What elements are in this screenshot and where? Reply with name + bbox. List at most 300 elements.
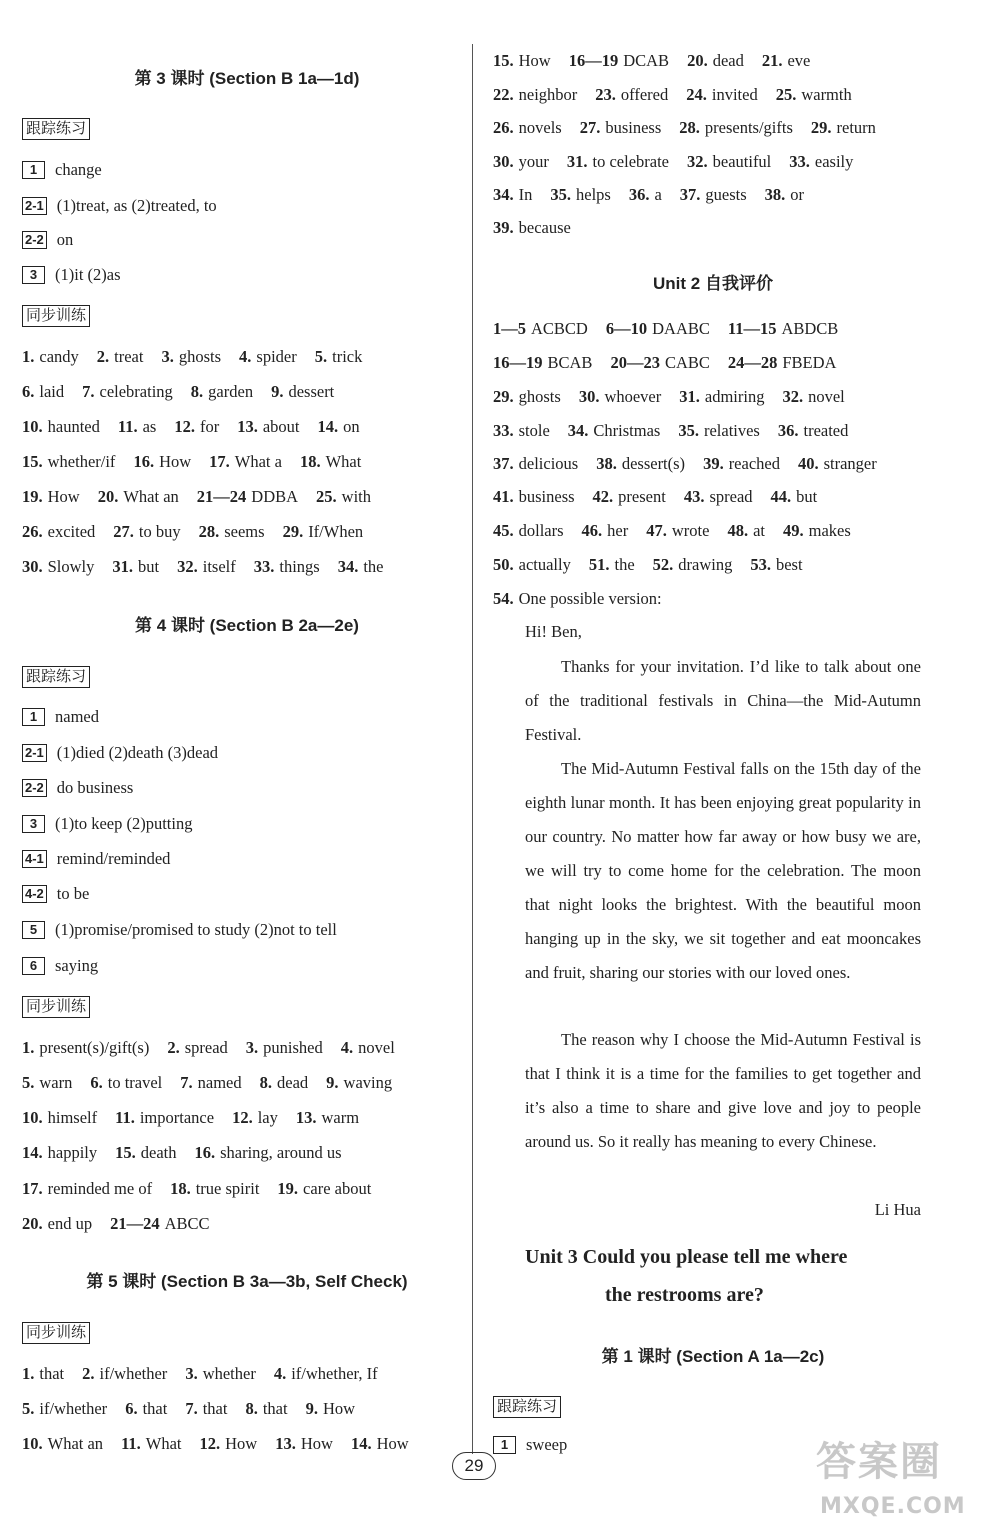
answer-item [582, 521, 629, 541]
answer-text: on [343, 417, 360, 436]
answer-text: warn [39, 1073, 73, 1092]
answer-item [351, 1434, 409, 1454]
answer-text: spread [184, 1038, 228, 1057]
answer-item [679, 387, 764, 407]
question-number: 15. [115, 1143, 136, 1162]
answer-item [22, 487, 80, 507]
question-number: 3. [185, 1364, 198, 1383]
answer-row [22, 382, 352, 402]
answer-text: offered [620, 85, 669, 104]
answer-item [275, 1434, 333, 1454]
question-number: 24—28 [727, 353, 778, 372]
answer-text: What a [234, 452, 282, 471]
item-badge: 2-1 [22, 197, 47, 215]
answer-row [493, 487, 835, 507]
question-number: 13. [275, 1434, 296, 1453]
question-number: 39. [493, 218, 514, 237]
answer-text: but [796, 487, 818, 506]
question-number: 34. [493, 185, 514, 204]
question-number: 3. [161, 347, 174, 366]
question-number: 40. [797, 454, 819, 473]
answer-item [493, 487, 575, 507]
question-number: 20. [687, 51, 708, 70]
answer-item [762, 51, 811, 71]
question-number: 46. [581, 521, 603, 540]
answer-item [493, 454, 578, 474]
answer-item [629, 185, 662, 205]
practice-answer: saying [55, 956, 99, 975]
answer-row [493, 387, 863, 407]
answer-item [118, 417, 156, 437]
answer-item [22, 1364, 64, 1384]
question-number: 2. [82, 1364, 95, 1383]
answer-row [493, 152, 871, 172]
answer-text: dessert(s) [621, 454, 686, 473]
question-number: 13. [295, 1108, 317, 1127]
question-number: 29. [810, 118, 832, 137]
question-number: 2. [96, 347, 110, 366]
answer-text: to buy [138, 522, 181, 541]
answer-text: himself [47, 1108, 98, 1127]
answer-item [22, 347, 79, 367]
question-number: 29. [282, 522, 304, 541]
answer-text: stole [518, 421, 550, 440]
answer-text: neighbor [518, 85, 578, 104]
column-divider [472, 44, 473, 1454]
question-number: 16—19 [568, 51, 619, 70]
practice-line [22, 778, 133, 798]
answer-text: if/whether [39, 1399, 108, 1418]
answer-item [493, 555, 571, 575]
answer-item [493, 118, 562, 138]
question-number: 32. [782, 387, 804, 406]
answer-text: warm [321, 1108, 360, 1127]
answer-text: In [518, 185, 533, 204]
practice-line [22, 230, 73, 250]
question-number: 36. [628, 185, 650, 204]
question-number: 26. [493, 118, 514, 137]
item-badge: 2-1 [22, 744, 47, 762]
question-number: 33. [493, 421, 514, 440]
question-number: 4. [239, 347, 252, 366]
practice-answer: (1)promise/promised to study (2)not to tell [55, 920, 337, 939]
item-badge: 1 [493, 1436, 516, 1454]
answer-item [98, 487, 179, 507]
answer-row [493, 218, 589, 238]
answer-text: whether [202, 1364, 256, 1383]
question-number: 44. [770, 487, 792, 506]
question-number: 9. [305, 1399, 318, 1418]
answer-row [22, 452, 379, 472]
answer-text: death [140, 1143, 177, 1162]
question-number: 49. [783, 521, 804, 540]
answer-text: If/When [308, 522, 364, 541]
practice-line [22, 884, 89, 904]
lesson3-practice-tag: 跟踪练习 [22, 118, 90, 140]
answer-item [579, 387, 661, 407]
answer-row [493, 454, 895, 474]
question-number: 27. [113, 522, 134, 541]
question-number: 34. [337, 557, 359, 576]
answer-item [283, 522, 364, 542]
answer-item [778, 421, 849, 441]
answer-item [237, 417, 299, 437]
answer-text: things [279, 557, 320, 576]
answer-text: delicious [518, 454, 579, 473]
watermark-url: MXQE.COM [820, 1494, 966, 1519]
unit3-lesson1-heading: 第 1 课时 (Section A 1a—2c) [601, 1347, 825, 1366]
answer-text: novels [518, 118, 562, 137]
answer-text: relatives [703, 421, 760, 440]
answer-text: ABDCB [781, 319, 839, 338]
answer-text: admiring [704, 387, 765, 406]
unit2-heading: Unit 2 自我评价 [653, 274, 773, 293]
answer-text: ghosts [518, 387, 561, 406]
answer-text: present [618, 487, 666, 506]
question-number: 12. [199, 1434, 221, 1453]
item-badge: 4-2 [22, 885, 47, 903]
question-number: 30. [578, 387, 600, 406]
answer-item [569, 51, 669, 71]
answer-row [493, 319, 856, 339]
answer-text: a [654, 185, 662, 204]
answer-text: to celebrate [592, 152, 669, 171]
answer-item [687, 152, 771, 172]
answer-item [811, 118, 876, 138]
answer-text: stranger [823, 454, 877, 473]
answer-text: as [142, 417, 157, 436]
answer-item [338, 557, 384, 577]
answer-item [646, 521, 709, 541]
answer-text: trick [332, 347, 363, 366]
question-number: 37. [493, 454, 514, 473]
answer-row [22, 487, 389, 507]
answer-item [232, 1108, 278, 1128]
question-number: 43. [683, 487, 705, 506]
answer-text: spread [709, 487, 753, 506]
unit3-practice-tag: 跟踪练习 [493, 1396, 561, 1418]
question-number: 32. [687, 152, 708, 171]
question-number: 52. [652, 555, 674, 574]
answer-text: celebrating [99, 382, 173, 401]
answer-item [493, 85, 577, 105]
answer-item [22, 1214, 92, 1234]
answer-text: What an [123, 487, 179, 506]
answer-row [493, 353, 854, 373]
practice-line [22, 956, 98, 976]
answer-item [209, 452, 282, 472]
answer-item [22, 382, 64, 402]
answer-text: seems [224, 522, 265, 541]
question-number: 6. [125, 1399, 138, 1418]
lesson5-sync-tag: 同步训练 [22, 1322, 90, 1344]
answer-row [493, 51, 828, 71]
answer-item [271, 382, 334, 402]
answer-item [277, 1179, 371, 1199]
answer-row [22, 1108, 377, 1128]
answer-item [680, 185, 747, 205]
question-number: 34. [567, 421, 589, 440]
answer-text: or [790, 185, 805, 204]
answer-text: FBEDA [782, 353, 837, 372]
practice-line [493, 1435, 567, 1455]
answer-item [493, 185, 532, 205]
answer-row [22, 557, 402, 577]
answer-item [703, 454, 780, 474]
answer-item [728, 319, 838, 339]
question-number: 35. [550, 185, 571, 204]
answer-text: if/whether, If [291, 1364, 378, 1383]
lesson4-heading: 第 4 课时 (Section B 2a—2e) [135, 616, 359, 635]
answer-text: best [775, 555, 803, 574]
answer-text: importance [139, 1108, 215, 1127]
answer-text: What an [47, 1434, 104, 1453]
practice-answer: to be [56, 884, 90, 903]
question-number: 5. [22, 1073, 35, 1092]
answer-item [589, 555, 635, 575]
question-number: 14. [350, 1434, 372, 1453]
answer-text: How [518, 51, 551, 70]
question-number: 16. [133, 452, 155, 471]
practice-answer: (1)treat, as (2)treated, to [56, 196, 217, 215]
question-number: 8. [259, 1073, 272, 1092]
lesson5-heading: 第 5 课时 (Section B 3a—3b, Self Check) [86, 1272, 408, 1291]
answer-item [254, 557, 320, 577]
unit3-title-line2: the restrooms are? [605, 1284, 764, 1306]
answer-text: dollars [518, 521, 564, 540]
question-number: 47. [646, 521, 667, 540]
answer-text: reached [728, 454, 780, 473]
answer-text: dessert [288, 382, 335, 401]
answer-text: How [322, 1399, 356, 1418]
answer-item [22, 522, 95, 542]
answer-item [185, 1399, 227, 1419]
item-badge: 3 [22, 815, 45, 833]
answer-item [113, 522, 180, 542]
lesson3-sync-tag: 同步训练 [22, 305, 90, 327]
answer-text: laid [39, 382, 65, 401]
answer-text: How [300, 1434, 333, 1453]
question-number: 30. [493, 152, 514, 171]
answer-text: What [325, 452, 362, 471]
answer-text: candy [39, 347, 79, 366]
practice-answer: on [56, 230, 74, 249]
question-number: 15. [22, 452, 43, 471]
essay-question-line [493, 589, 662, 609]
answer-item [22, 417, 100, 437]
answer-text: waving [343, 1073, 393, 1092]
answer-item [22, 1073, 72, 1093]
answer-text: Christmas [593, 421, 661, 440]
answer-item [82, 382, 173, 402]
question-number: 11—15 [727, 319, 777, 338]
answer-text: invited [711, 85, 758, 104]
question-number: 36. [777, 421, 799, 440]
answer-text: true spirit [195, 1179, 260, 1198]
question-number: 5. [314, 347, 328, 366]
question-number: 22. [493, 85, 514, 104]
answer-item [185, 1364, 256, 1384]
answer-item [112, 557, 159, 577]
question-number: 21. [761, 51, 783, 70]
answer-item [170, 1179, 259, 1199]
answer-row [493, 521, 869, 541]
answer-text: punished [263, 1038, 323, 1057]
answer-item [194, 1143, 341, 1163]
answer-item [22, 1108, 97, 1128]
answer-item [22, 557, 94, 577]
answer-item [125, 1399, 167, 1419]
answer-text: How [159, 452, 192, 471]
practice-line [22, 920, 337, 940]
answer-item [22, 1038, 149, 1058]
lesson3-heading: 第 3 课时 (Section B 1a—1d) [134, 69, 360, 88]
question-number: 1. [22, 1364, 35, 1383]
question-number: 10. [22, 417, 43, 436]
essay-paragraph: Thanks for your invitation. I’d like to talk about one of the traditional festivals in China—the Mid-Autumn Festival. [525, 657, 921, 744]
answer-text: return [836, 118, 876, 137]
answer-item [245, 1399, 287, 1419]
answer-text: helps [576, 185, 611, 204]
question-number: 17. [209, 452, 230, 471]
practice-answer: (1)it (2)as [55, 265, 121, 284]
lesson4-practice-tag: 跟踪练习 [22, 666, 90, 688]
question-number: 31. [112, 557, 134, 576]
answer-text: to travel [107, 1073, 163, 1092]
answer-text: with [341, 487, 372, 506]
answer-item [133, 452, 191, 472]
question-number: 16. [194, 1143, 216, 1162]
question-number: 28. [679, 118, 700, 137]
answer-text: at [753, 521, 765, 540]
question-number: 4. [273, 1364, 287, 1383]
question-number: 1. [22, 347, 35, 366]
essay-greeting: Hi! Ben, [525, 622, 582, 641]
answer-row [22, 1434, 427, 1454]
answer-text: care about [303, 1179, 372, 1198]
question-number: 30. [22, 557, 43, 576]
question-number: 7. [82, 382, 95, 401]
question-number: 8. [190, 382, 204, 401]
answer-text: BCAB [547, 353, 593, 372]
answer-item [653, 555, 733, 575]
answer-text: spider [256, 347, 297, 366]
answer-text: guests [705, 185, 747, 204]
answer-text: her [607, 521, 629, 540]
item-badge: 2-2 [22, 231, 47, 249]
answer-text: treated [803, 421, 849, 440]
question-number: 25. [775, 85, 797, 104]
answer-item [97, 347, 144, 367]
question-number: 33. [789, 152, 810, 171]
item-badge: 5 [22, 921, 45, 939]
question-number: 12. [232, 1108, 253, 1127]
answer-text: reminded me of [47, 1179, 153, 1198]
question-number: 11. [117, 417, 138, 436]
answer-row [493, 421, 866, 441]
answer-text: that [262, 1399, 288, 1418]
answer-item [306, 1399, 355, 1419]
answer-item [110, 1214, 209, 1234]
essay-signature: Li Hua [874, 1200, 921, 1219]
answer-row [22, 1399, 373, 1419]
answer-text: DAABC [652, 319, 710, 338]
answer-item [246, 1038, 323, 1058]
question-number: 42. [592, 487, 614, 506]
answer-item [260, 1073, 309, 1093]
question-number: 53. [750, 555, 771, 574]
answer-item [595, 85, 668, 105]
question-number: 1. [22, 1038, 35, 1057]
question-number: 23. [595, 85, 616, 104]
question-number: 20. [97, 487, 119, 506]
answer-item [596, 454, 685, 474]
answer-text: business [518, 487, 575, 506]
answer-item [684, 487, 753, 507]
lesson4-sync-tag: 同步训练 [22, 996, 90, 1018]
answer-row [493, 555, 821, 575]
question-number: 12. [174, 417, 195, 436]
answer-item [326, 1073, 392, 1093]
answer-item [177, 557, 236, 577]
question-number: 37. [679, 185, 701, 204]
question-number: 28. [198, 522, 220, 541]
answer-item [493, 421, 550, 441]
answer-text: that [202, 1399, 228, 1418]
answer-text: if/whether [99, 1364, 168, 1383]
answer-item [593, 487, 666, 507]
answer-item [687, 51, 744, 71]
question-number: 35. [678, 421, 699, 440]
answer-item [686, 85, 757, 105]
answer-text: makes [808, 521, 851, 540]
item-badge: 2-2 [22, 779, 47, 797]
question-number: 24. [686, 85, 707, 104]
answer-text: easily [814, 152, 854, 171]
answer-item [180, 1073, 241, 1093]
answer-text: wrote [671, 521, 710, 540]
answer-item [789, 152, 853, 172]
question-number: 50. [493, 555, 514, 574]
answer-text: whether/if [47, 452, 116, 471]
answer-item [315, 347, 363, 367]
answer-item [90, 1073, 162, 1093]
answer-row [22, 1143, 360, 1163]
answer-text: presents/gifts [704, 118, 793, 137]
answer-item [318, 417, 360, 437]
practice-answer: (1)died (2)death (3)dead [56, 743, 219, 762]
question-number: 9. [326, 1073, 339, 1092]
answer-item [161, 347, 221, 367]
answer-item [493, 51, 551, 71]
answer-item [798, 454, 877, 474]
practice-answer: (1)to keep (2)putting [55, 814, 193, 833]
answer-item [22, 452, 115, 472]
practice-line [22, 160, 102, 180]
answer-item [115, 1108, 214, 1128]
practice-answer: do business [56, 778, 134, 797]
practice-line [22, 849, 170, 869]
answer-row [22, 1073, 410, 1093]
question-number: 18. [299, 452, 321, 471]
answer-item [82, 1364, 167, 1384]
answer-item [22, 1434, 103, 1454]
question-number: 7. [180, 1073, 193, 1092]
practice-line [22, 196, 217, 216]
question-number: 21—24 [196, 487, 247, 506]
answer-text: about [262, 417, 300, 436]
unit3-title-line1: Unit 3 Could you please tell me where [525, 1246, 848, 1268]
